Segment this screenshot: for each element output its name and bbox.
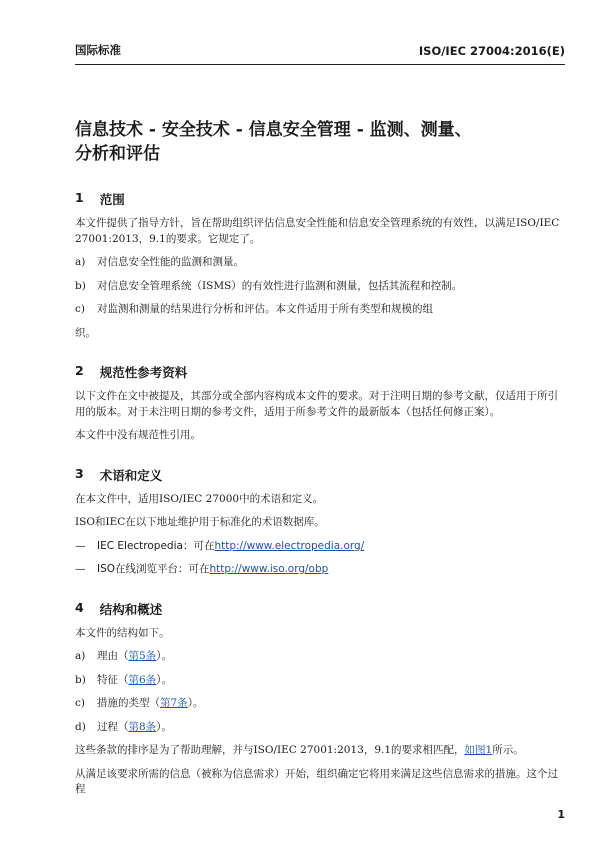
clause-6-link[interactable]: 第6条 bbox=[128, 673, 157, 686]
ref-prefix: 过程（ bbox=[97, 720, 129, 733]
section-1-tail: 织。 bbox=[75, 326, 96, 339]
section-3-heading bbox=[75, 466, 565, 484]
ref-suffix: ）。 bbox=[156, 673, 172, 686]
section-title: 结构和概述 bbox=[99, 601, 163, 617]
dash-marker: — bbox=[75, 539, 86, 552]
list-item bbox=[75, 562, 565, 578]
header-document-id: ISO/IEC 27004:2016(E) bbox=[418, 44, 565, 58]
section-2-paragraph-1: 以下文件在文中被提及，其部分或全部内容构成本文件的要求。对于注明日期的参考文献，仅适用于所引用的版本。对于未注明日期的参考文件，适用于所参考文件的最新版本（包括任何修正案）。 bbox=[75, 390, 558, 418]
list-item-text bbox=[97, 720, 172, 736]
ref-prefix: 特征（ bbox=[97, 673, 129, 686]
list-item bbox=[75, 279, 565, 295]
list-item bbox=[75, 673, 565, 689]
ref-prefix: 理由（ bbox=[97, 650, 129, 662]
list-item bbox=[75, 649, 565, 665]
list-item-text: 对信息安全性能的监测和测量。 bbox=[97, 256, 244, 268]
header-divider bbox=[75, 64, 565, 65]
ref-suffix: ）。 bbox=[156, 720, 172, 733]
section-title: 范围 bbox=[99, 192, 125, 207]
section-number: 1 bbox=[75, 190, 84, 205]
electropedia-link[interactable]: http://www.electropedia.org/ bbox=[214, 539, 365, 552]
paragraph-text: 这些条款的排序是为了帮助理解，并与ISO/IEC 27001:2013，9.1的要求相匹配， bbox=[75, 744, 465, 756]
clause-5-link[interactable]: 第5条 bbox=[128, 650, 157, 662]
title-line-2: 分析和评估 bbox=[75, 144, 160, 164]
list-marker: d) bbox=[75, 720, 86, 733]
list-item-text: 对信息安全管理系统（ISMS）的有效性进行监测和测量，包括其流程和控制。 bbox=[97, 279, 463, 292]
section-number: 3 bbox=[75, 465, 84, 481]
list-marker: a) bbox=[75, 650, 86, 662]
document-body bbox=[75, 118, 565, 806]
list-item-text: 对监测和测量的结果进行分析和评估。本文件适用于所有类型和规模的组 bbox=[97, 303, 433, 315]
list-item bbox=[75, 255, 565, 271]
section-1-paragraph: 本文件提供了指导方针，旨在帮助组织评估信息安全性能和信息安全管理系统的有效性，以满足ISO/IEC 27001:2013，9.1的要求。它规定了。 bbox=[75, 217, 560, 245]
iso-obp-link[interactable]: http://www.iso.org/obp bbox=[209, 563, 329, 575]
document-title bbox=[75, 118, 565, 166]
list-item bbox=[75, 302, 565, 318]
link-prefix: ISO在线浏览平台：可在 bbox=[97, 563, 210, 575]
page-number: 1 bbox=[557, 808, 565, 821]
link-prefix: IEC Electropedia：可在 bbox=[97, 539, 215, 552]
title-line-1: 信息技术 - 安全技术 - 信息安全管理 - 监测、测量、 bbox=[75, 120, 472, 140]
list-marker: c) bbox=[75, 697, 85, 709]
page-header bbox=[75, 42, 565, 58]
list-marker: a) bbox=[75, 256, 86, 268]
list-item-text bbox=[97, 673, 172, 689]
list-marker: c) bbox=[75, 303, 85, 315]
section-1-heading bbox=[75, 190, 565, 208]
section-2-heading bbox=[75, 363, 565, 381]
section-3-paragraph-2: ISO和IEC在以下地址维护用于标准化的术语数据库。 bbox=[75, 516, 325, 528]
list-item-text bbox=[97, 562, 328, 578]
figure-1-link[interactable]: 如图1 bbox=[464, 744, 493, 756]
list-item-text bbox=[97, 649, 172, 665]
list-marker: b) bbox=[75, 673, 86, 686]
list-item bbox=[75, 539, 565, 555]
dash-marker: — bbox=[75, 563, 86, 575]
section-title: 术语和定义 bbox=[99, 467, 163, 483]
section-2-paragraph-2: 本文件中没有规范性引用。 bbox=[75, 429, 201, 441]
header-left-label: 国际标准 bbox=[75, 43, 121, 57]
list-item-text bbox=[97, 696, 203, 712]
ref-suffix: ）。 bbox=[156, 650, 172, 662]
section-title: 规范性参考资料 bbox=[99, 365, 188, 380]
list-marker: b) bbox=[75, 279, 86, 292]
ref-suffix: ）。 bbox=[187, 697, 204, 709]
section-4-paragraph-2 bbox=[75, 743, 565, 759]
list-item-text bbox=[97, 539, 364, 555]
clause-7-link[interactable]: 第7条 bbox=[160, 697, 188, 709]
section-4-heading bbox=[75, 600, 565, 618]
paragraph-text-suffix: 所示。 bbox=[492, 744, 524, 756]
section-3-paragraph-1: 在本文件中，适用ISO/IEC 27000中的术语和定义。 bbox=[75, 492, 324, 505]
section-4-paragraph-1: 本文件的结构如下。 bbox=[75, 626, 170, 639]
section-4-paragraph-3: 从满足该要求所需的信息（被称为信息需求）开始，组织确定它将用来满足这些信息需求的措施。这个过程 bbox=[75, 767, 558, 795]
section-number: 2 bbox=[75, 363, 84, 378]
list-item bbox=[75, 696, 565, 712]
list-item bbox=[75, 720, 565, 736]
clause-8-link[interactable]: 第8条 bbox=[128, 720, 157, 733]
section-number: 4 bbox=[75, 599, 84, 615]
ref-prefix: 措施的类型（ bbox=[97, 697, 160, 709]
